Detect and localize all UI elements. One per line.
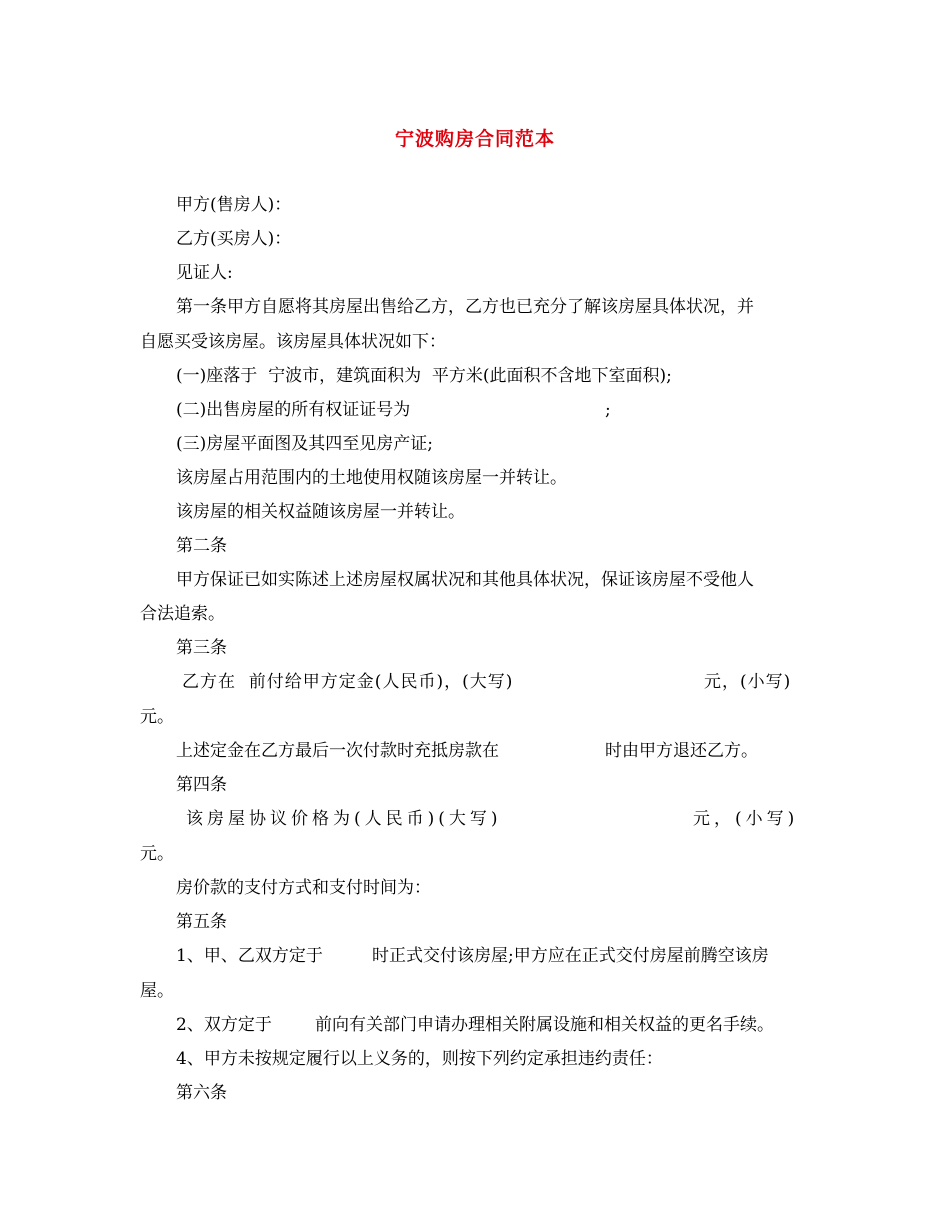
article-5-item-4: 4、甲方未按规定履行以上义务的，则按下列约定承担违约责任：	[176, 1049, 663, 1069]
article-1-line-2: 自愿买受该房屋。该房屋具体状况如下：	[140, 332, 446, 352]
article-1-item-2-end: ;	[605, 400, 611, 420]
article-5-item-2-b: 前向有关部门申请办理相关附属设施和相关权益的更名手续。	[315, 1015, 774, 1035]
article-4-heading: 第四条	[176, 775, 227, 795]
article-1-item-3: (三)房屋平面图及其四至见房产证;	[176, 434, 433, 454]
article-1-line-1: 第一条甲方自愿将其房屋出售给乙方，乙方也已充分了解该房屋具体状况，并	[176, 297, 754, 317]
payment-method-text: 房价款的支付方式和支付时间为：	[176, 878, 431, 898]
article-3-deposit-offset-b: 时由甲方退还乙方。	[605, 741, 758, 761]
article-4-line-2: 元。	[140, 844, 174, 864]
article-5-item-2-a: 2、双方定于	[176, 1015, 272, 1035]
party-a-label: 甲方(售房人)：	[176, 195, 292, 215]
article-2-line-1: 甲方保证已如实陈述上述房屋权属状况和其他具体状况，保证该房屋不受他人	[176, 570, 754, 590]
article-3-line-2: 元。	[140, 707, 174, 727]
article-3-heading: 第三条	[176, 638, 227, 658]
article-5-heading: 第五条	[176, 912, 227, 932]
article-6-heading: 第六条	[176, 1083, 227, 1103]
article-1-item-2: (二)出售房屋的所有权证证号为	[176, 400, 411, 420]
document-title: 宁波购房合同范本	[394, 128, 555, 150]
article-5-item-1-a: 1、甲、乙双方定于	[176, 946, 323, 966]
article-3-deposit-amount-label: 元，(小写)	[704, 672, 792, 692]
party-b-label: 乙方(买房人)：	[176, 229, 292, 249]
article-5-item-1-line-2: 屋。	[140, 981, 174, 1001]
article-4-price-text: 该房屋协议价格为(人民币)(大写)	[186, 809, 502, 829]
article-5-item-1-b: 时正式交付该房屋;甲方应在正式交付房屋前腾空该房	[372, 946, 769, 966]
article-2-heading: 第二条	[176, 536, 227, 556]
witness-label: 见证人:	[176, 263, 233, 283]
article-4-price-amount-label: 元，(小写)	[693, 809, 799, 829]
land-transfer-text: 该房屋占用范围内的土地使用权随该房屋一并转让。	[176, 468, 567, 488]
article-3-deposit-text: 乙方在 前付给甲方定金(人民币)，(大写)	[182, 672, 514, 692]
article-3-deposit-offset-a: 上述定金在乙方最后一次付款时充抵房款在	[176, 741, 499, 761]
article-1-item-1: (一)座落于 宁波市，建筑面积为 平方米(此面积不含地下室面积);	[176, 366, 672, 386]
article-2-line-2: 合法追索。	[140, 604, 225, 624]
rights-transfer-text: 该房屋的相关权益随该房屋一并转让。	[176, 502, 465, 522]
